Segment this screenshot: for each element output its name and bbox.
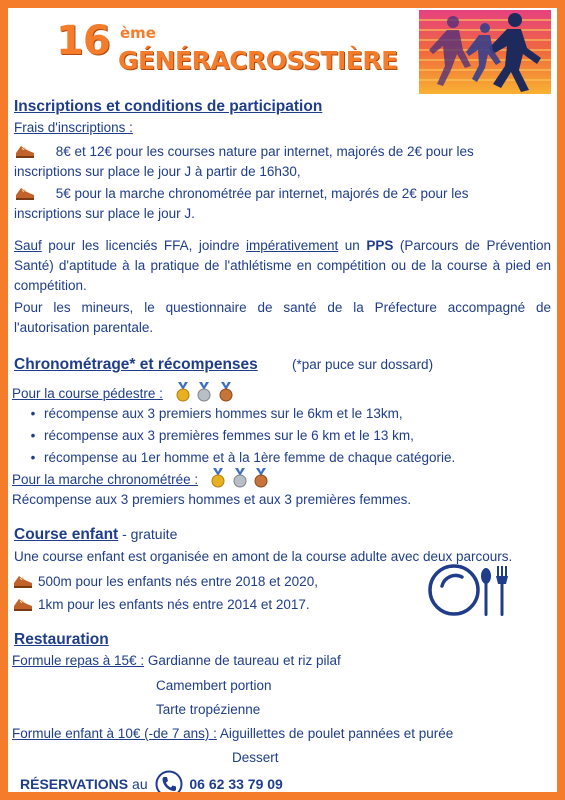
gold-medal-icon [175,382,191,402]
fee-2-line-2: inscriptions sur place le jour J. [14,206,195,221]
enfant-tag: - gratuite [118,526,178,542]
running-shoe-icon [12,596,34,612]
reward-bullet-1: récompense aux 3 premiers hommes sur le 6km et le 13km, [44,406,403,421]
running-shoe-icon [12,573,34,589]
enfant-title: Course enfant [14,526,119,543]
fees-label: Frais d'inscriptions : [14,120,133,135]
formule-enfant-item-1: Aiguillettes de poulet pannées et purée [219,726,454,741]
pedestre-row [12,382,234,402]
pps-word: PPS [366,238,394,253]
silver-medal-icon [196,382,212,402]
formule-item-3: Tarte tropézienne [156,702,261,717]
marche-label: Pour la marche chronométrée : [12,472,199,487]
marche-text: Récompense aux 3 premiers hommes et aux 3 premières femmes. [12,492,412,507]
fee-2-line-1: 5€ pour la marche chronométrée par internet, majorés de 2€ pour les [55,186,469,201]
silver-medal-icon [232,468,248,488]
gold-medal-icon [210,468,226,488]
running-shoe-icon [14,143,36,159]
pedestre-label: Pour la course pédestre : [12,386,163,401]
formule-item-1: Gardianne de taureau et riz pilaf [147,653,341,668]
imperativement-word: impérativement [245,238,339,253]
pps-text-b: un [338,238,367,253]
enfant-item-1-text: 500m pour les enfants nés entre 2018 et 2020, [38,574,318,589]
formule-enfant-row [12,726,453,741]
formule-enfant-item-2: Dessert [232,750,279,765]
restauration-title: Restauration [14,631,109,648]
phone-icon [155,770,183,798]
pps-text-c: (Parcours de Prévention Santé) d'aptitude à la pratique de l'athlétisme en compétition ou de la course à pied en compétition. [14,238,551,293]
enfant-intro: Une course enfant est organisée en amont de la course adulte avec deux parcours. [14,549,513,564]
runners-illustration [419,10,551,94]
fee-1-line-1: 8€ et 12€ pour les courses nature par internet, majorés de 2€ pour les [55,144,474,159]
plate-cutlery-icon [426,560,512,620]
sauf-word: Sauf [14,238,42,253]
list-item: • récompense au 1er homme et à la 1ère femme de chaque catégorie. [30,450,456,465]
minors-paragraph: Pour les mineurs, le questionnaire de santé de la Préfecture accompagné de l'autorisation parentale. [14,300,551,335]
bronze-medal-icon [218,382,234,402]
reward-bullet-2: récompense aux 3 premières femmes sur le 6 km et le 13 km, [44,428,414,443]
fee-item-1 [14,142,551,182]
fee-item-2 [14,184,551,224]
edition-superscript: ème [120,24,156,42]
pps-text-a: pour les licenciés FFA, joindre [41,238,246,253]
enfant-item-1 [12,573,318,589]
reward-bullet-3: récompense au 1er homme et à la 1ère femme de chaque catégorie. [44,450,456,465]
reservation-row [20,770,283,798]
formule-label: Formule repas à 15€ : [12,653,145,668]
enfant-heading [14,526,177,544]
enfant-item-2 [12,596,310,612]
inscriptions-title: Inscriptions et conditions de participation [14,98,323,115]
marche-row [12,468,269,488]
reservation-au: au [132,776,148,792]
reservation-label: RÉSERVATIONS [20,776,129,792]
header [8,8,557,96]
edition-number: 16 [56,18,110,64]
running-shoe-icon [14,185,36,201]
list-item: • récompense aux 3 premiers hommes sur le 6km et le 13km, [30,406,403,421]
event-title: GÉNÉRACROSSTIÈRE [118,46,398,75]
chrono-note: (*par puce sur dossard) [292,357,434,372]
list-item: • récompense aux 3 premières femmes sur le 6 km et le 13 km, [30,428,414,443]
bronze-medal-icon [253,468,269,488]
chrono-title: Chronométrage* et récompenses [14,356,258,373]
formule-item-2: Camembert portion [156,678,272,693]
formule-row [12,653,341,668]
reservation-phone[interactable]: 06 62 33 79 09 [189,776,283,792]
enfant-item-2-text: 1km pour les enfants nés entre 2014 et 2017. [38,597,310,612]
fee-1-line-2: inscriptions sur place le jour J à partir de 16h30, [14,164,301,179]
pps-paragraph [14,236,551,296]
formule-enfant-label: Formule enfant à 10€ (-de 7 ans) : [12,726,217,741]
